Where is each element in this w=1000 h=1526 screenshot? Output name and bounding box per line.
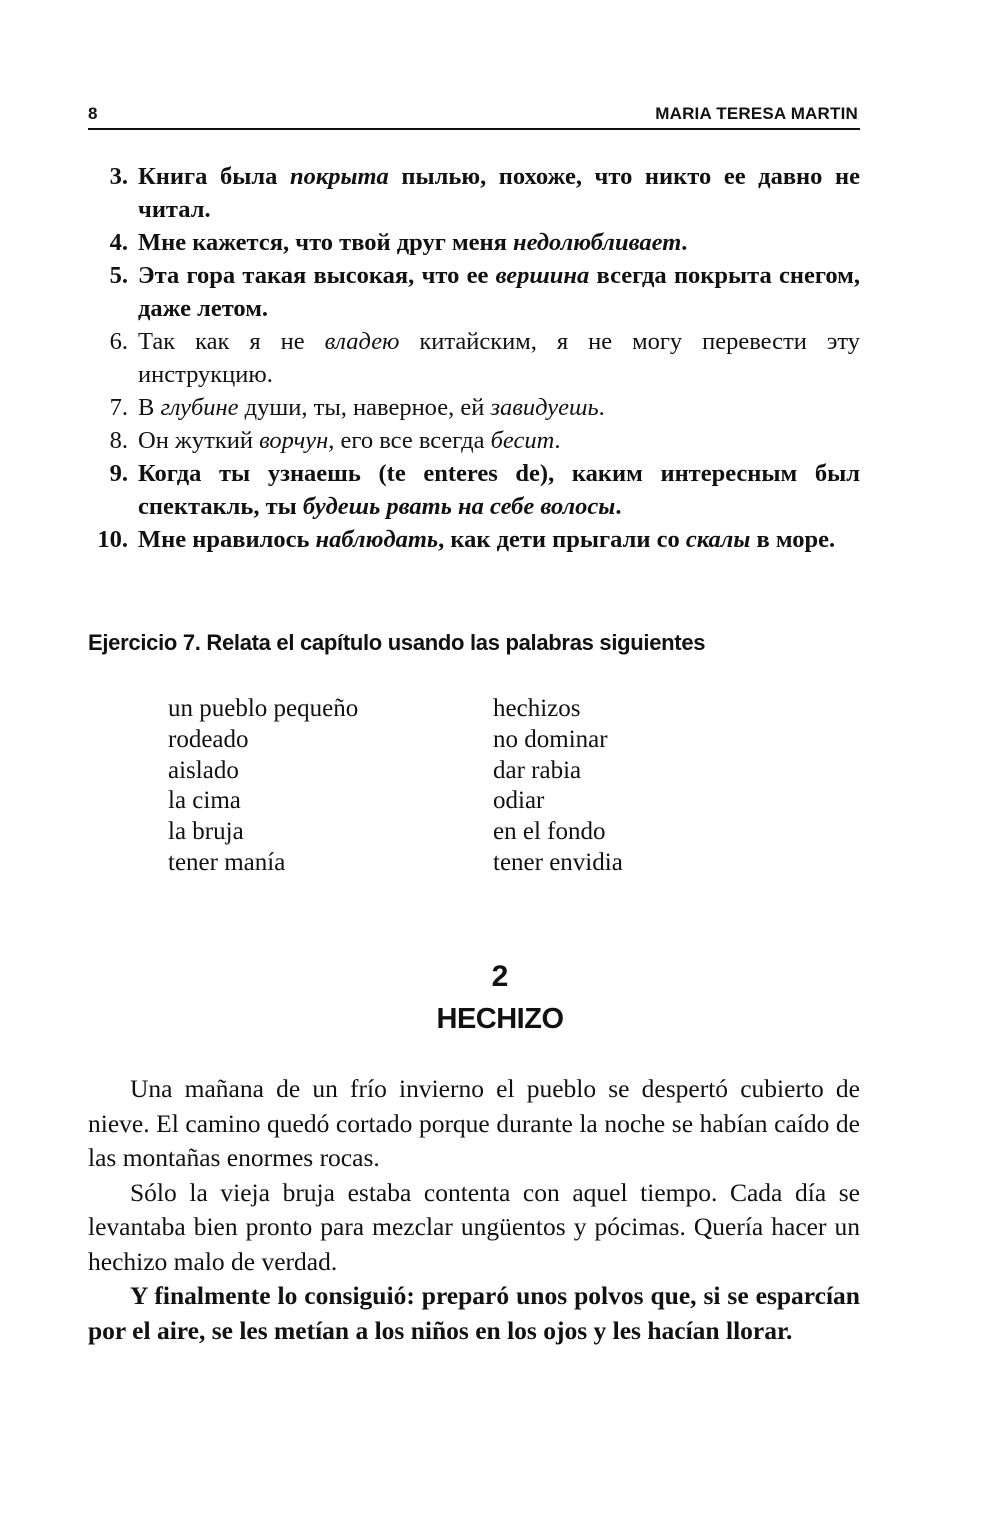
vocab-word: tener envidia	[493, 848, 623, 876]
highlighted-word: завидуешь	[490, 394, 599, 421]
vocab-word: rodeado	[168, 725, 249, 753]
exercise-item	[88, 391, 860, 424]
vocab-word: no dominar	[493, 725, 608, 753]
item-number: 3.	[109, 163, 128, 190]
item-number: 7.	[109, 394, 128, 421]
exercise-item	[88, 325, 860, 391]
item-number: 4.	[109, 229, 128, 256]
sentence-text: .	[598, 394, 605, 421]
vocab-word: tener manía	[168, 848, 286, 876]
highlighted-word: наблюдать	[315, 526, 439, 553]
item-number: 5.	[109, 262, 128, 289]
chapter-title: HECHIZO	[436, 1003, 564, 1035]
exercise-item	[88, 523, 860, 556]
item-number: 8.	[109, 427, 128, 454]
highlighted-word: глубине	[160, 394, 239, 421]
exercise-sentence-list	[88, 160, 860, 556]
vocab-word: aislado	[168, 756, 239, 784]
item-number: 10.	[97, 526, 128, 553]
highlighted-word: покрыта	[289, 163, 389, 190]
exercise-7-heading	[88, 630, 860, 656]
highlighted-word: недолюбливает	[513, 229, 682, 256]
vocab-word: un pueblo pequeño	[168, 695, 359, 722]
sentence-text: .	[554, 427, 561, 454]
highlighted-word: вершина	[495, 262, 590, 289]
sentence-text: Эта гора такая высокая, что ее	[138, 262, 496, 289]
sentence-text: души, ты, наверное, ей	[238, 394, 491, 421]
exercise-item	[88, 226, 860, 259]
sentence-text: .	[681, 229, 688, 256]
exercise-item	[88, 259, 860, 325]
page-header	[88, 102, 860, 130]
exercise-item	[88, 457, 860, 523]
sentence-text: Так как я не	[138, 328, 325, 355]
vocab-word: la cima	[168, 787, 241, 815]
item-number: 9.	[109, 460, 128, 487]
sentence-text: Мне кажется, что твой друг меня	[138, 229, 514, 256]
chapter-body	[88, 1072, 860, 1348]
sentence-text: Когда ты узнаешь (te enteres de), каким интересным был спектакль, ты	[138, 460, 860, 520]
paragraph: Y finalmente lo consiguió: preparó unos polvos que, si se esparcían por el aire, se les metían a los niños en los ojos y les hacían llorar.	[88, 1281, 860, 1345]
page-number: 8	[88, 104, 98, 123]
vocab-word: la bruja	[168, 818, 244, 846]
sentence-text: пылью, похоже, что никто ее давно не читал.	[138, 163, 860, 223]
highlighted-word: скалы	[685, 526, 751, 553]
exercise-label: Ejercicio 7.	[88, 630, 201, 655]
sentence-text: в море.	[750, 526, 836, 553]
paragraph: Una mañana de un frío invierno el pueblo se despertó cubierto de nieve. El camino quedó cortado porque durante la noche se habían caído de las montañas enormes rocas.	[88, 1074, 860, 1172]
exercise-item	[88, 160, 860, 226]
sentence-text: всегда покрыта снегом, даже летом.	[138, 262, 860, 322]
sentence-text: , как дети прыгали со	[438, 526, 686, 553]
paragraph: Sólo la vieja bruja estaba contenta con aquel tiempo. Cada día se levantaba bien pronto para mezclar ungüentos y pócimas. Quería hacer un hechizo malo de verdad.	[88, 1177, 860, 1276]
vocab-word: en el fondo	[493, 818, 606, 846]
vocab-word: odiar	[493, 787, 545, 815]
exercise-item	[88, 424, 860, 457]
highlighted-word: владею	[324, 328, 400, 355]
vocab-word: hechizos	[493, 695, 581, 722]
sentence-text: китайским, я не могу перевести эту инструкцию.	[138, 328, 860, 388]
highlighted-word: ворчун	[259, 427, 329, 454]
running-head: MARIA TERESA MARTIN	[655, 104, 858, 123]
item-number: 6.	[109, 328, 128, 355]
exercise-instruction: Relata el capítulo usando las palabras siguientes	[200, 630, 706, 655]
sentence-text: , его все всегда	[328, 427, 491, 454]
sentence-text: Мне нравилось	[138, 526, 316, 553]
sentence-text: Он жуткий	[138, 427, 260, 454]
vocab-column-left	[168, 694, 358, 879]
sentence-text: Книга была	[138, 163, 290, 190]
highlighted-word: бесит	[490, 427, 555, 454]
highlighted-word: будешь рвать на себе волосы	[302, 493, 616, 520]
vocab-column-right	[493, 694, 623, 879]
chapter-number: 2	[491, 960, 509, 993]
vocab-word: dar rabia	[493, 756, 582, 784]
sentence-text: В	[138, 394, 161, 421]
sentence-text: .	[615, 493, 622, 520]
